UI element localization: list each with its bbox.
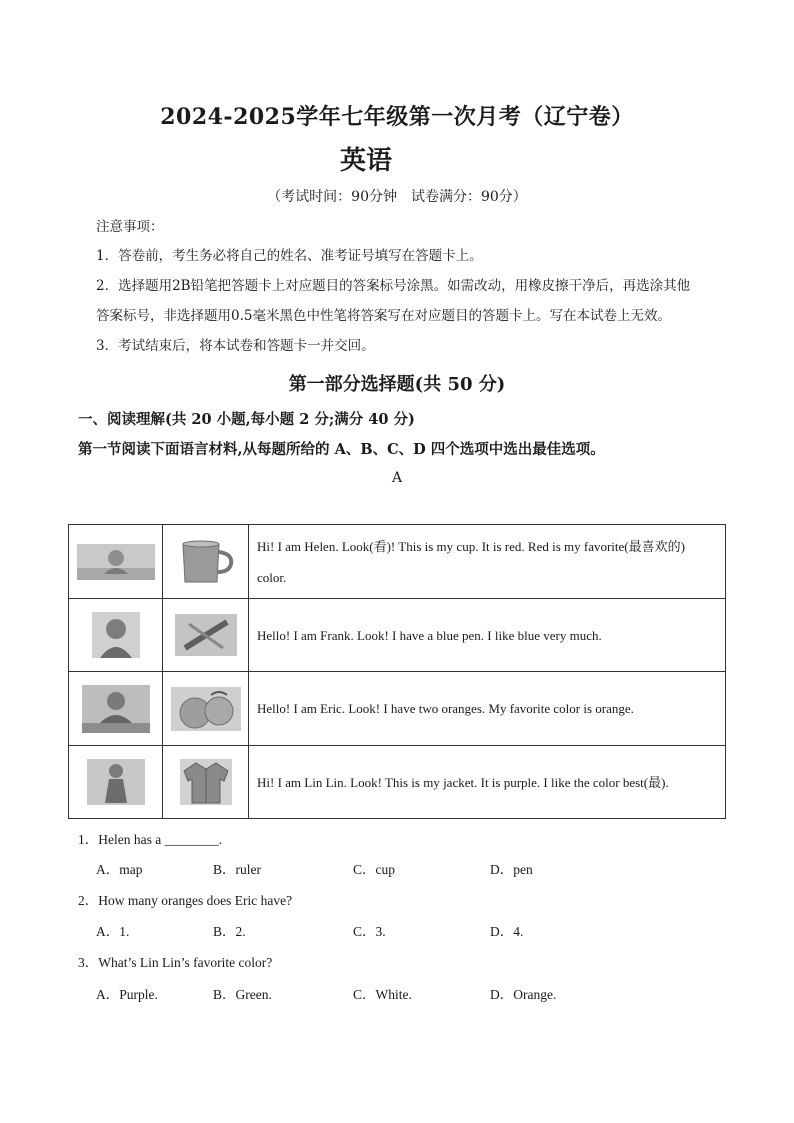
boy-photo-icon bbox=[92, 612, 140, 658]
question-option: A．Purple. bbox=[96, 987, 158, 1002]
reading-text-line: Hello! I am Eric. Look! I have two oranges. My favorite color is orange. bbox=[257, 701, 634, 716]
exam-info: （考试时间：90分钟 试卷满分：90分） bbox=[267, 189, 527, 205]
reading-text-cell bbox=[249, 599, 726, 672]
question-stem: 3．What’s Lin Lin’s favorite color? bbox=[78, 955, 273, 970]
question-option: B．ruler bbox=[213, 862, 261, 877]
question-option: D．pen bbox=[490, 862, 533, 877]
girl-photo-icon bbox=[77, 544, 155, 580]
photo-cell bbox=[69, 672, 163, 746]
exam-title: 2024-2025学年七年级第一次月考（辽宁卷） bbox=[160, 104, 634, 130]
jacket-icon bbox=[180, 759, 232, 805]
object-cell bbox=[163, 525, 249, 599]
object-cell bbox=[163, 599, 249, 672]
question-option: D．Orange. bbox=[490, 987, 557, 1002]
reading-table bbox=[68, 524, 726, 819]
photo-cell bbox=[69, 599, 163, 672]
reading-text-line: Hello! I am Frank. Look! I have a blue pen. I like blue very much. bbox=[257, 627, 602, 643]
note-item-2a: 2．选择题用2B铅笔把答题卡上对应题目的答案标号涂黑。如需改动，用橡皮擦干净后，再选涂其他 bbox=[96, 278, 691, 294]
object-cell bbox=[163, 672, 249, 746]
reading-text-line: Hi! I am Helen. Look(看)! This is my cup. It is red. Red is my favorite(最喜欢的) bbox=[257, 538, 685, 554]
pen-icon bbox=[175, 614, 237, 656]
photo-cell bbox=[69, 525, 163, 599]
question-option: A．map bbox=[96, 862, 143, 877]
note-item-1: 1．答卷前，考生务必将自己的姓名、准考证号填写在答题卡上。 bbox=[96, 248, 483, 264]
reading-text-cell bbox=[249, 525, 726, 599]
reading-row bbox=[69, 672, 726, 746]
section1-instruction: 第一节阅读下面语言材料,从每题所给的 A、B、C、D 四个选项中选出最佳选项。 bbox=[78, 441, 605, 458]
question-stem: 1．Helen has a ________. bbox=[78, 832, 222, 847]
subject-title: 英语 bbox=[340, 146, 393, 176]
question-option: C．3. bbox=[353, 924, 386, 939]
section1-title: 一、阅读理解(共 20 小题,每小题 2 分;满分 40 分) bbox=[78, 411, 415, 428]
note-item-3: 3．考试结束后，将本试卷和答题卡一并交回。 bbox=[96, 338, 375, 354]
photo-cell bbox=[69, 746, 163, 819]
note-item-2b: 答案标号，非选择题用0.5毫米黑色中性笔将答案写在对应题目的答题卡上。写在本试卷上无效。 bbox=[96, 308, 671, 324]
reading-text-cell bbox=[249, 746, 726, 819]
question-stem: 2．How many oranges does Eric have? bbox=[78, 893, 293, 908]
question-option: C．White. bbox=[353, 987, 412, 1002]
reading-row bbox=[69, 746, 726, 819]
notes-heading: 注意事项： bbox=[96, 219, 164, 235]
object-cell bbox=[163, 746, 249, 819]
reading-text-cell bbox=[249, 672, 726, 746]
question-option: B．2. bbox=[213, 924, 246, 939]
question-option: D．4. bbox=[490, 924, 524, 939]
oranges-icon bbox=[171, 687, 241, 731]
cup-icon bbox=[175, 538, 237, 586]
girl-standing-photo-icon bbox=[87, 759, 145, 805]
reading-row bbox=[69, 525, 726, 599]
reading-text-line: Hi! I am Lin Lin. Look! This is my jacket. It is purple. I like the color best(最). bbox=[257, 774, 669, 790]
boy-desk-photo-icon bbox=[82, 685, 150, 733]
part1-title: 第一部分选择题(共 50 分) bbox=[288, 374, 506, 395]
reading-row bbox=[69, 599, 726, 672]
question-option: B．Green. bbox=[213, 987, 272, 1002]
reading-text-line: color. bbox=[257, 569, 287, 585]
question-option: A．1. bbox=[96, 924, 130, 939]
passage-label: A bbox=[391, 470, 403, 486]
question-option: C．cup bbox=[353, 862, 395, 877]
